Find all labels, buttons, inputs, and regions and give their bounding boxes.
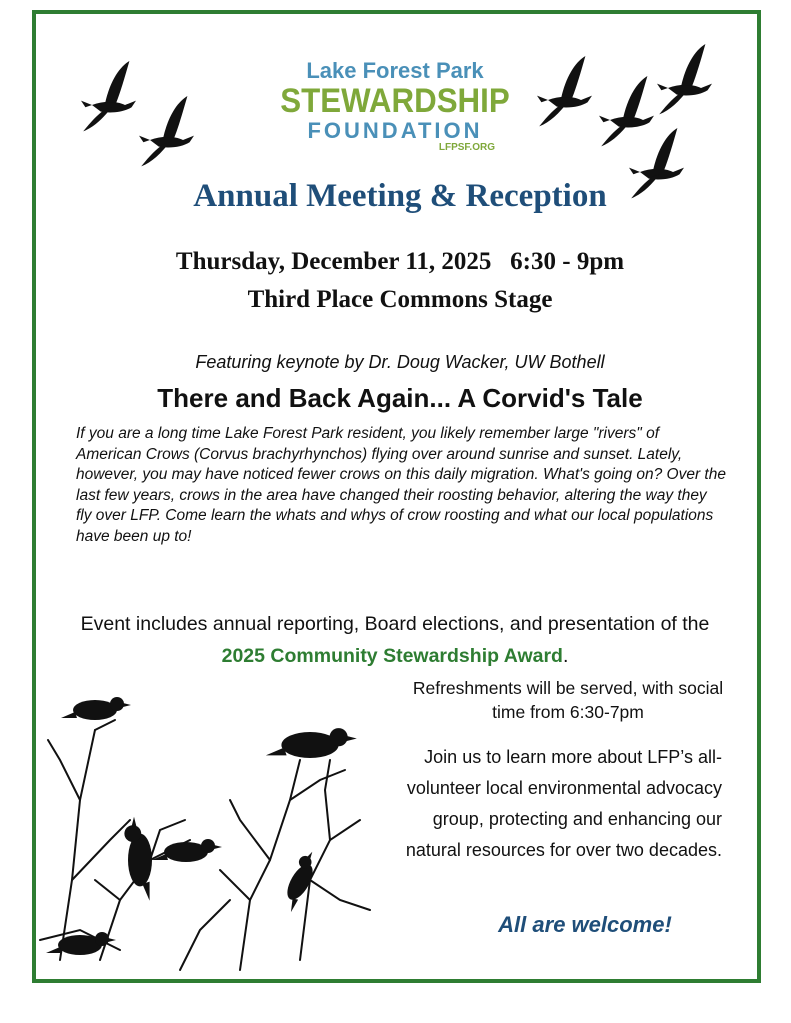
flying-crow-icon bbox=[81, 61, 136, 131]
flying-crow-icon bbox=[599, 76, 654, 146]
closing-text: All are welcome! bbox=[498, 912, 672, 937]
refreshments-note: Refreshments will be served, with social time from 6:30-7pm bbox=[412, 678, 724, 722]
logo-line-1: Lake Forest Park bbox=[306, 58, 484, 83]
logo-url: LFPSF.ORG bbox=[438, 142, 495, 153]
logo-line-3: FOUNDATION bbox=[307, 118, 483, 143]
flying-crow-icon bbox=[139, 96, 194, 166]
flying-crow-icon bbox=[537, 56, 592, 126]
agenda-text-before: Event includes annual reporting, Board elections, and presentation of the bbox=[80, 613, 710, 635]
flying-crow-icon bbox=[657, 44, 712, 114]
perched-crow-icon bbox=[266, 728, 357, 758]
award-name: 2025 Community Stewardship Award bbox=[221, 645, 563, 667]
keynote-intro: Featuring keynote by Dr. Doug Wacker, UW Bothell bbox=[195, 352, 605, 372]
logo-line-2: STEWARDSHIP bbox=[280, 82, 510, 120]
talk-title: There and Back Again... A Corvid's Tale bbox=[157, 383, 643, 413]
talk-description: If you are a long time Lake Forest Park resident, you likely remember large "rivers" of American Crows (Corvus brachyrhynchos) flying over around sunrise and sunset. Lately, however, you may have noticed fewer crows on this daily migration. What's going on? Over the last few years, crows in the area have changed their roosting behavior, altering the way they fly over LFP. Come learn the whats and whys of crow roosting and what our local populations have been up to! bbox=[76, 425, 726, 545]
agenda-text-after: . bbox=[562, 645, 569, 667]
perched-crow-icon bbox=[61, 697, 131, 720]
perched-crow-icon bbox=[275, 848, 324, 913]
event-title: Annual Meeting & Reception bbox=[193, 178, 607, 214]
event-venue: Third Place Commons Stage bbox=[247, 286, 553, 313]
perched-crow-icon bbox=[152, 839, 222, 862]
agenda-text bbox=[60, 608, 730, 672]
about-text: Join us to learn more about LFP’s all-volunteer local environmental advocacy group, protecting and enhancing our natural resources for over two decades. bbox=[405, 747, 722, 860]
event-dateline: Thursday, December 11, 2025 6:30 - 9pm bbox=[175, 248, 625, 275]
